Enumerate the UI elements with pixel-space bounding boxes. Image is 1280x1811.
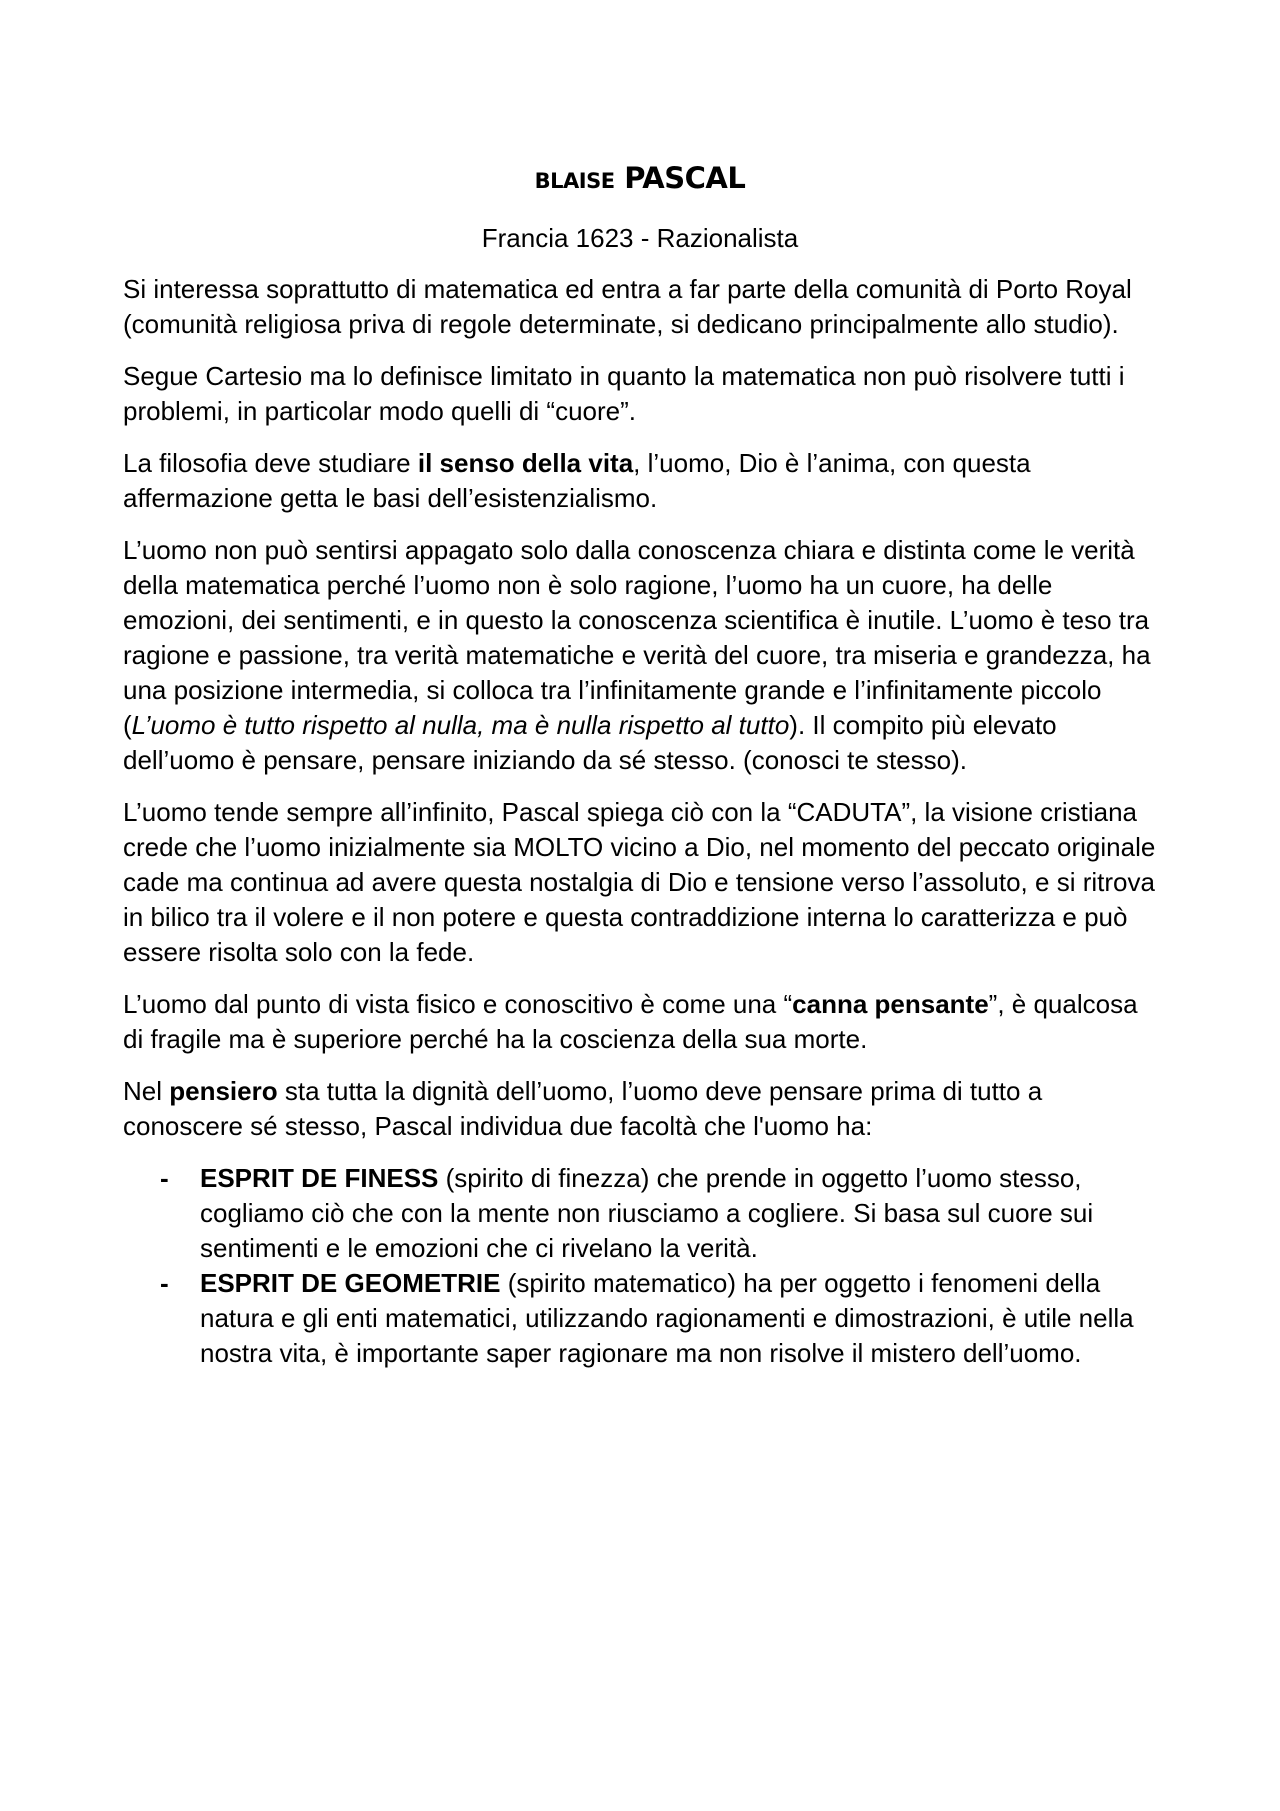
paragraph-2: Segue Cartesio ma lo definisce limitato in quanto la matematica non può risolvere tutti i problemi, in particolar modo quelli di “cuore”. [123,361,1125,426]
paragraph-6-text: L’uomo dal punto di vista fisico e conoscitivo è come una “ [123,989,793,1019]
title-last-name: PASCAL [624,161,746,195]
paragraph-1: Si interessa soprattutto di matematica ed entra a far parte della comunità di Porto Royal (comunità religiosa priva di regole determinate, si dedicano principalmente allo studio). [123,274,1132,339]
page-title [0,160,1280,199]
list-dash: - [160,1163,169,1193]
list-item-term: ESPRIT DE GEOMETRIE [200,1268,501,1298]
paragraph-5: L’uomo tende sempre all’infinito, Pascal spiega ciò con la “CADUTA”, la visione cristiana crede che l’uomo inizialmente sia MOLTO vicino a Dio, nel momento del peccato originale cade ma continua ad avere questa nostalgia di Dio e tensione verso l’assoluto, e si ritrova in bilico tra il volere e il non potere e questa contraddizione interna lo caratterizza e può essere risolta solo con la fede. [123,797,1156,967]
paragraph-4-text-end: ). Il compito più elevato dell’uomo è pensare, pensare iniziando da sé stesso. (conosci te stesso). [123,710,1057,775]
paragraph-3-text: La filosofia deve studiare [123,448,418,478]
paragraph-6-text-end: ”, è qualcosa di fragile ma è superiore perché ha la coscienza della sua morte. [123,989,1138,1054]
list-item [123,1161,1163,1266]
paragraph-3-bold: il senso della vita [417,448,634,478]
faculties-list [123,1161,1163,1371]
list-item-text: (spirito matematico) ha per oggetto i fenomeni della natura e gli enti matematici, utilizzando ragionamenti e dimostrazioni, è utile nella nostra vita, è importante saper ragionare ma non risolve il mistero dell’uomo. [200,1268,1134,1368]
list-item [123,1266,1163,1371]
page-subtitle: Francia 1623 - Razionalista [481,223,799,253]
paragraph-3-text-end: , l’uomo, Dio è l’anima, con questa affermazione getta le basi dell’esistenzialismo. [123,448,1031,513]
paragraph-4-text: L’uomo non può sentirsi appagato solo dalla conoscenza chiara e distinta come le verità della matematica perché l’uomo non è solo ragione, l’uomo ha un cuore, ha delle emozioni, dei sentimenti, e in questo la conoscenza scientifica è inutile. L’uomo è teso tra ragione e passione, tra verità matematiche e verità del cuore, tra miseria e grandezza, ha una posizione intermedia, si colloca tra l’infinitamente grande e l’infinitamente piccolo ( [123,535,1151,740]
paragraph-4-italic-quote: L’uomo è tutto rispetto al nulla, ma è nulla rispetto al tutto [131,710,790,740]
list-dash: - [160,1268,169,1298]
paragraph-4 [123,533,1163,778]
paragraph-3 [123,446,1163,516]
title-first-name: BLAISE [534,169,615,193]
paragraph-7-bold: pensiero [169,1076,278,1106]
paragraph-7-text: Nel [123,1076,170,1106]
document-body [123,272,1163,1371]
paragraph-7-text-end: sta tutta la dignità dell’uomo, l’uomo deve pensare prima di tutto a conoscere sé stesso, Pascal individua due facoltà che l'uomo ha: [123,1076,1043,1141]
list-item-text: (spirito di finezza) che prende in oggetto l’uomo stesso, cogliamo ciò che con la mente non riusciamo a cogliere. Si basa sul cuore sui sentimenti e le emozioni che ci rivelano la verità. [200,1163,1094,1263]
list-item-term: ESPRIT DE FINESS [200,1163,439,1193]
paragraph-6-bold: canna pensante [792,989,989,1019]
paragraph-7 [123,1074,1163,1144]
paragraph-6 [123,987,1163,1057]
